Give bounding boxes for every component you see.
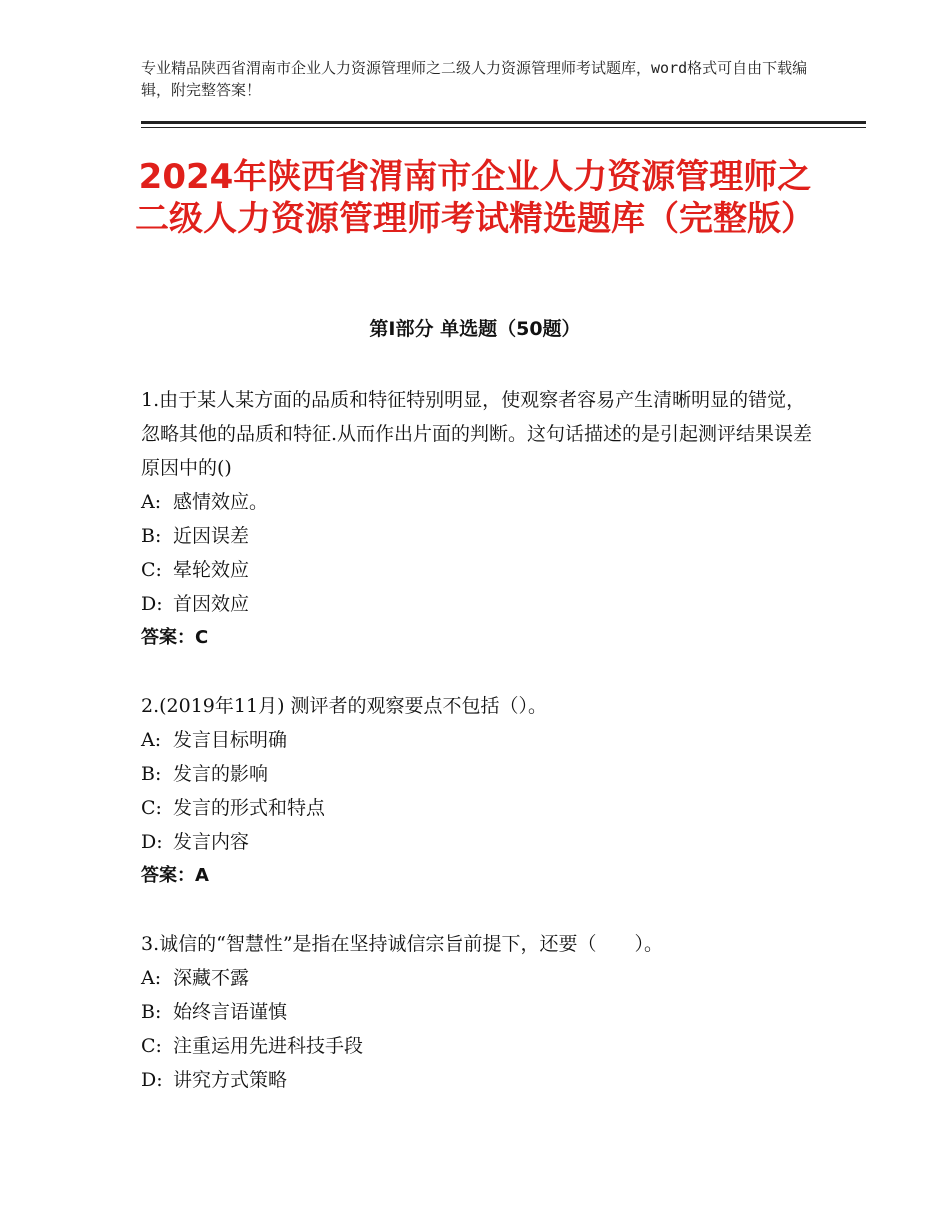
option-d xyxy=(141,825,821,859)
option-a xyxy=(141,961,821,995)
header-rule-thin xyxy=(141,127,866,128)
question-3 xyxy=(141,927,821,1097)
header-rule-thick xyxy=(141,121,866,124)
option-c xyxy=(141,553,821,587)
option-text: 晕轮效应 xyxy=(173,559,250,581)
option-text: 近因误差 xyxy=(173,525,250,547)
option-b xyxy=(141,757,821,791)
option-text: 感情效应。 xyxy=(173,491,269,513)
question-stem: 2.(2019年11月) 测评者的观察要点不包括（）。 xyxy=(141,695,548,717)
option-letter: D: xyxy=(141,1069,163,1091)
document-title: 2024年陕西省渭南市企业人力资源管理师之二级人力资源管理师考试精选题库（完整版） xyxy=(135,157,815,239)
question-stem: 3.诚信的“智慧性”是指在坚持诚信宗旨前提下，还要（ ）。 xyxy=(141,933,664,955)
option-letter: B: xyxy=(141,1001,162,1023)
option-letter: A: xyxy=(141,491,162,513)
option-letter: D: xyxy=(141,593,163,615)
option-letter: D: xyxy=(141,831,163,853)
option-text: 深藏不露 xyxy=(173,967,250,989)
option-letter: B: xyxy=(141,525,162,547)
answer: 答案：C xyxy=(141,627,209,648)
option-c xyxy=(141,1029,821,1063)
option-letter: C: xyxy=(141,559,162,581)
option-text: 讲究方式策略 xyxy=(173,1069,288,1091)
header-note: 专业精品陕西省渭南市企业人力资源管理师之二级人力资源管理师考试题库，word格式可自由下载编辑，附完整答案！ xyxy=(141,59,808,99)
option-b xyxy=(141,995,821,1029)
answer: 答案：A xyxy=(141,865,209,886)
option-d xyxy=(141,587,821,621)
option-d xyxy=(141,1063,821,1097)
option-letter: A: xyxy=(141,967,162,989)
option-b xyxy=(141,519,821,553)
option-a xyxy=(141,723,821,757)
option-text: 发言的形式和特点 xyxy=(173,797,326,819)
option-letter: A: xyxy=(141,729,162,751)
option-letter: C: xyxy=(141,797,162,819)
option-text: 始终言语谨慎 xyxy=(173,1001,288,1023)
option-a xyxy=(141,485,821,519)
section-title: 第Ⅰ部分 单选题（50题） xyxy=(369,318,581,340)
question-list xyxy=(141,383,821,1131)
option-letter: C: xyxy=(141,1035,162,1057)
question-stem: 1.由于某人某方面的品质和特征特别明显，使观察者容易产生清晰明显的错觉，忽略其他的品质和特征.从而作出片面的判断。这句话描述的是引起测评结果误差原因中的() xyxy=(141,389,813,479)
option-text: 首因效应 xyxy=(173,593,250,615)
option-text: 注重运用先进科技手段 xyxy=(173,1035,364,1057)
option-c xyxy=(141,791,821,825)
option-text: 发言的影响 xyxy=(173,763,269,785)
question-2 xyxy=(141,689,821,893)
option-letter: B: xyxy=(141,763,162,785)
option-text: 发言内容 xyxy=(173,831,250,853)
question-1 xyxy=(141,383,821,655)
option-text: 发言目标明确 xyxy=(173,729,288,751)
